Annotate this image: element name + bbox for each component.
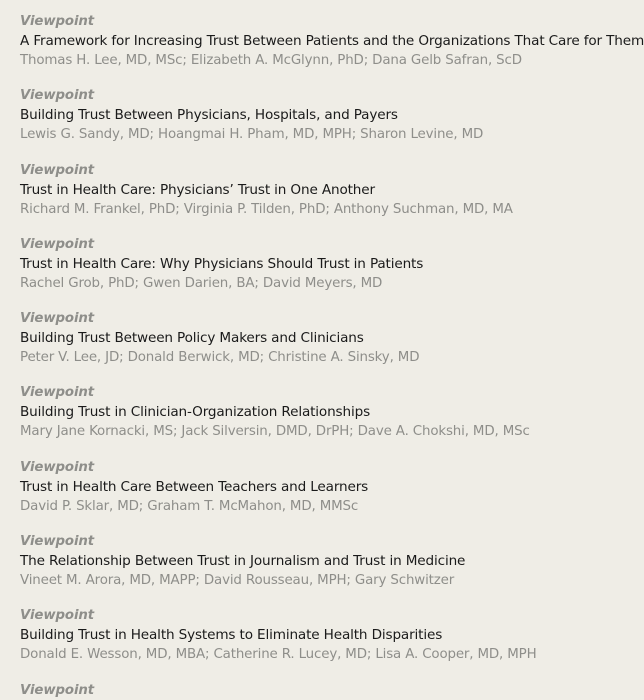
article-type-label: Viewpoint	[20, 14, 95, 29]
article-title-link[interactable]: Building Trust Between Physicians, Hospitals, and Payers	[20, 107, 398, 124]
article-title-link[interactable]: Trust in Health Care: Physicians’ Trust in One Another	[20, 181, 375, 198]
list-item	[20, 235, 610, 309]
article-authors: Vineet M. Arora, MD, MAPP; David Rousseau, MPH; Gary Schwitzer	[20, 573, 455, 589]
article-authors: Rachel Grob, PhD; Gwen Darien, BA; David Meyers, MD	[20, 275, 383, 291]
article-type-label: Viewpoint	[20, 459, 95, 475]
article-title-link[interactable]: A Framework for Increasing Trust Between Patients and the Organizations That Care for Them	[20, 33, 644, 49]
article-type-label: Viewpoint	[20, 385, 95, 401]
article-title-link[interactable]: Building Trust in Clinician-Organization Relationships	[20, 404, 370, 421]
article-title-link[interactable]: Building Trust Between Policy Makers and Clinicians	[20, 330, 364, 347]
list-item	[20, 532, 610, 606]
article-type-label: Viewpoint	[20, 162, 95, 178]
article-authors: Lewis G. Sandy, MD; Hoangmai H. Pham, MD, MPH; Sharon Levine, MD	[20, 127, 484, 143]
list-item	[20, 606, 610, 680]
article-title-link[interactable]: Building Trust in Health Systems to Eliminate Health Disparities	[20, 627, 443, 644]
list-item	[20, 86, 610, 160]
list-item	[20, 681, 610, 698]
article-title-link[interactable]: Trust in Health Care Between Teachers and Learners	[20, 478, 369, 495]
list-item	[20, 12, 644, 86]
list-item	[20, 309, 610, 383]
article-authors: Mary Jane Kornacki, MS; Jack Silversin, DMD, DrPH; Dave A. Chokshi, MD, MSc	[20, 424, 530, 440]
list-item	[20, 458, 610, 532]
article-authors: Donald E. Wesson, MD, MBA; Catherine R. Lucey, MD; Lisa A. Cooper, MD, MPH	[20, 647, 537, 663]
article-authors: Richard M. Frankel, PhD; Virginia P. Tilden, PhD; Anthony Suchman, MD, MA	[20, 201, 513, 217]
list-item	[20, 161, 610, 235]
article-authors: Thomas H. Lee, MD, MSc; Elizabeth A. McGlynn, PhD; Dana Gelb Safran, ScD	[20, 53, 522, 68]
article-type-label: Viewpoint	[20, 311, 95, 327]
article-title-link[interactable]: Trust in Health Care: Why Physicians Should Trust in Patients	[20, 255, 424, 272]
article-type-label: Viewpoint	[20, 534, 95, 550]
article-authors: Peter V. Lee, JD; Donald Berwick, MD; Christine A. Sinsky, MD	[20, 350, 420, 366]
article-title-link[interactable]: The Relationship Between Trust in Journalism and Trust in Medicine	[20, 553, 466, 570]
article-type-label: Viewpoint	[20, 608, 95, 624]
article-type-label: Viewpoint	[20, 236, 95, 252]
article-type-label: Viewpoint	[20, 682, 95, 698]
article-authors: David P. Sklar, MD; Graham T. McMahon, MD, MMSc	[20, 498, 359, 514]
article-list	[20, 12, 644, 698]
article-type-label: Viewpoint	[20, 88, 95, 104]
list-item	[20, 383, 610, 457]
